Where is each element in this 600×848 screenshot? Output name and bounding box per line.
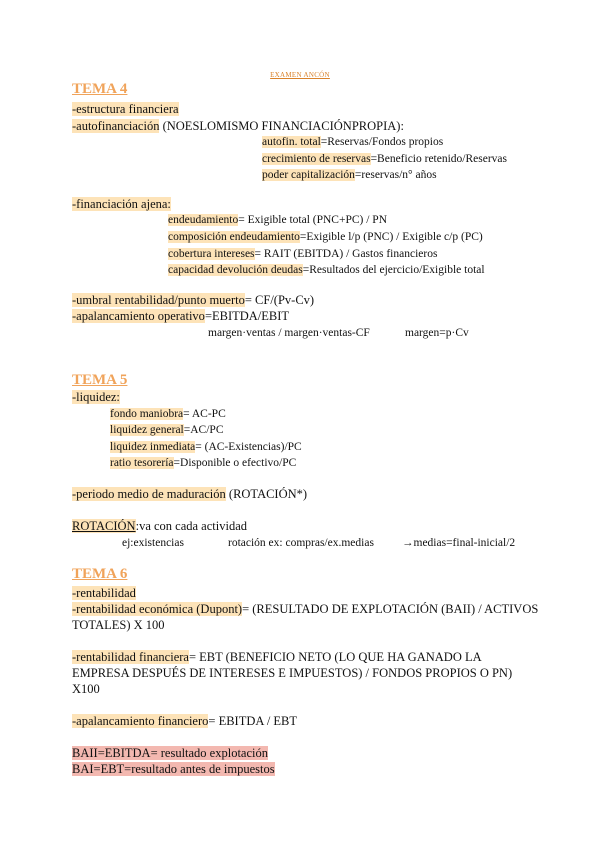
exam-header: EXAMEN ANCÓN [270,71,330,79]
ajena-item: composición endeudamiento=Exigible l/p (PNC) / Exigible c/p (PC) [168,231,483,243]
margen-formula: margen·ventas / margen·ventas-CF [208,327,370,339]
liquidez-item: ratio tesorería=Disponible o efectivo/PC [110,457,297,469]
tema6-apalancamiento-financiero: -apalancamiento financiero= EBITDA / EBT [72,714,298,728]
liquidez-item: liquidez inmediata= (AC-Existencias)/PC [110,441,302,453]
rotacion-example: ej:existencias [122,537,184,549]
rotacion-example: →medias=final-inicial/2 [402,537,516,549]
tema5-rotacion: ROTACIÓN:va con cada actividad [72,519,247,533]
tema6-rentabilidad: -rentabilidad [72,586,136,600]
tema4-apalancamiento-operativo: -apalancamiento operativo=EBITDA/EBIT [72,309,290,323]
tema6-rentabilidad-economica-cont: TOTALES) X 100 [72,618,165,632]
tema4-estructura: -estructura financiera [72,102,179,116]
tema6-rentabilidad-financiera: -rentabilidad financiera= EBT (BENEFICIO NETO (LO QUE HA GANADO LA [72,650,482,664]
tema4-title: TEMA 4 [72,81,128,97]
margen-formula: margen=p·Cv [405,327,469,339]
ajena-item: capacidad devolución deudas=Resultados del ejercicio/Exigible total [168,264,485,276]
tema6-bai: BAI=EBT=resultado antes de impuestos [72,762,275,776]
tema6-rentabilidad-economica: -rentabilidad económica (Dupont)= (RESULTADO DE EXPLOTACIÓN (BAII) / ACTIVOS [72,602,539,616]
tema4-autofinanciacion: -autofinanciación (NOESLOMISMO FINANCIACIÓNPROPIA): [72,119,404,133]
autofin-item: poder capitalización=reservas/n° años [262,169,437,181]
autofin-item: autofin. total=Reservas/Fondos propios [262,136,444,148]
tema5-liquidez: -liquidez: [72,390,120,404]
liquidez-item: liquidez general=AC/PC [110,424,224,436]
tema5-periodo-maduracion: -periodo medio de maduración (ROTACIÓN*) [72,487,308,501]
tema4-umbral: -umbral rentabilidad/punto muerto= CF/(Pv-Cv) [72,293,315,307]
rotacion-example: rotación ex: compras/ex.medias [228,537,374,549]
autofin-item: crecimiento de reservas=Beneficio retenido/Reservas [262,153,508,165]
tema5-title: TEMA 5 [72,372,128,388]
tema6-baii: BAII=EBITDA= resultado explotación [72,746,268,760]
ajena-item: cobertura intereses= RAIT (EBITDA) / Gastos financieros [168,248,438,260]
tema6-rentabilidad-financiera-cont: X100 [72,682,100,696]
ajena-item: endeudamiento= Exigible total (PNC+PC) / PN [168,214,388,226]
tema6-rentabilidad-financiera-cont: EMPRESA DESPUÉS DE INTERESES E IMPUESTOS) / FONDOS PROPIOS O PN) [72,666,513,680]
tema4-financiacion-ajena: -financiación ajena: [72,197,171,211]
tema6-title: TEMA 6 [72,566,128,582]
liquidez-item: fondo maniobra= AC-PC [110,408,226,420]
